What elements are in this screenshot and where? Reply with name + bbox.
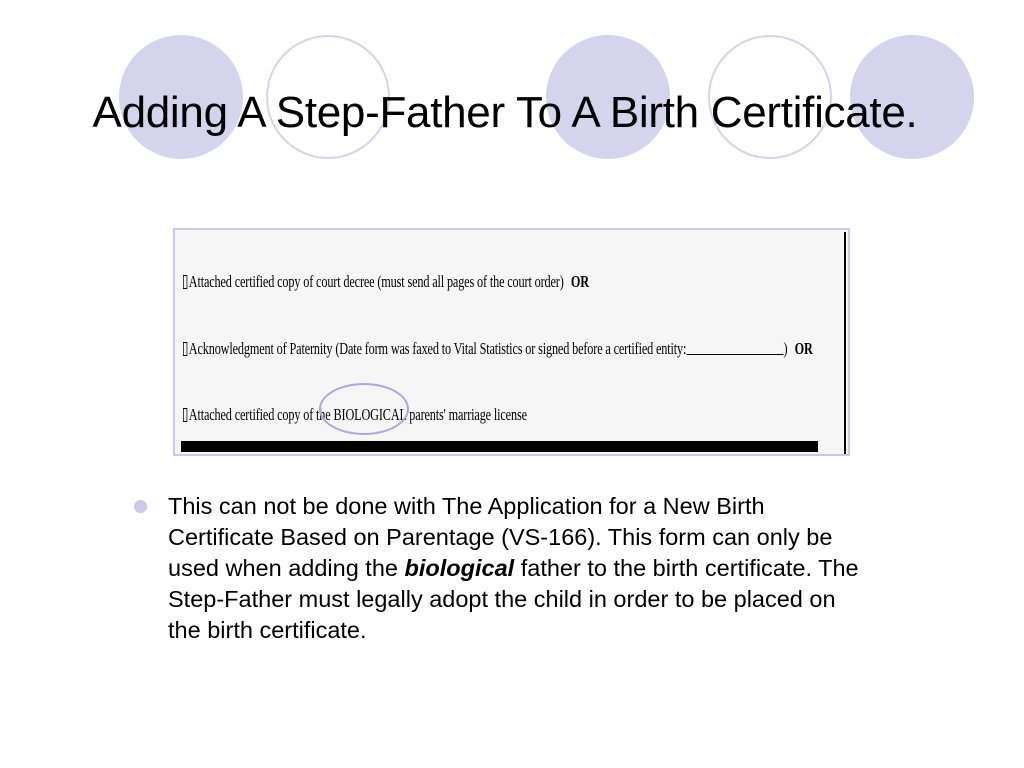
bullet-text: [168, 491, 868, 646]
form-bottom-bar: [181, 441, 818, 452]
form-line-text: Acknowledgment of Paternity (Date form was faxed to Vital Statistics or signed before a certified entity:: [188, 339, 687, 358]
bullet-icon: [134, 500, 147, 513]
highlight-oval: [319, 383, 409, 435]
form-line-court-decree: [183, 272, 589, 292]
form-line-paternity: [183, 339, 813, 359]
bullet-text-part2: father to the birth certificate. The Step-Father must legally adopt the child in order to be placed on the birth certificate.: [168, 555, 859, 643]
form-line-prefix: Attached certified copy of the: [188, 405, 334, 424]
form-excerpt: [173, 228, 850, 456]
form-right-border: [844, 232, 846, 454]
checkbox-icon: [183, 408, 187, 422]
date-blank-line: [686, 354, 783, 355]
checkbox-icon: [183, 342, 187, 356]
or-label: OR: [794, 339, 813, 358]
bullet-text-part1: This can not be done with The Application for a New Birth Certificate Based on Parentage (VS-166). This form can only be used when adding the: [168, 493, 833, 581]
close-paren: ): [783, 339, 788, 358]
form-line-suffix: parents' marriage license: [406, 405, 527, 424]
or-label: OR: [570, 272, 589, 291]
slide-title: Adding A Step-Father To A Birth Certificate.: [92, 88, 918, 137]
form-line-text: Attached certified copy of court decree (must send all pages of the court order): [188, 272, 564, 291]
checkbox-icon: [183, 275, 187, 289]
form-line-highlighted: BIOLOGICAL: [333, 405, 407, 424]
bullet-emphasis: biological: [404, 555, 515, 581]
